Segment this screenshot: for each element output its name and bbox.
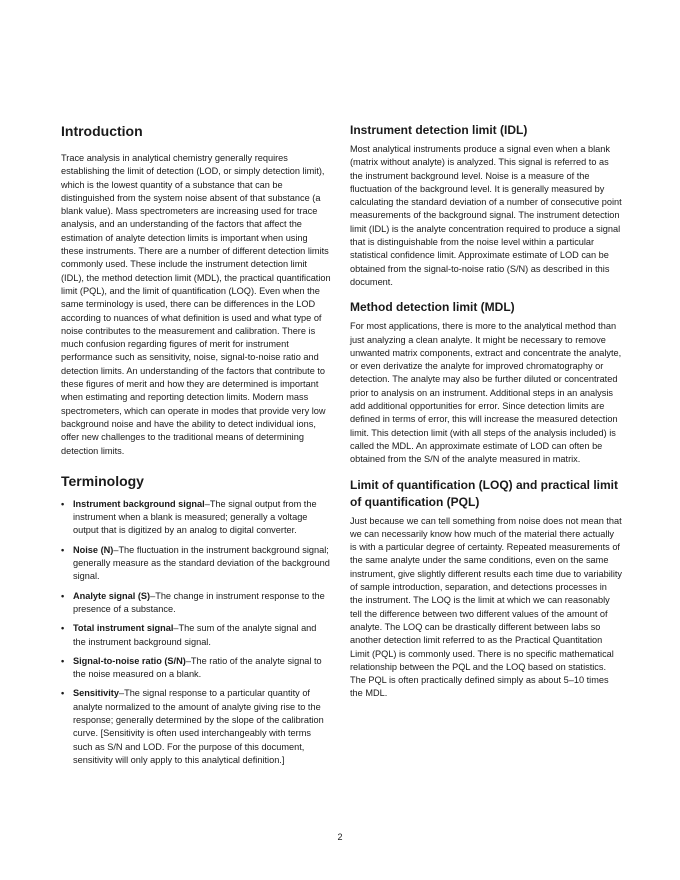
term-description: –The sum of the analyte signal and the instrument background signal. — [73, 623, 317, 647]
term-label: Analyte signal (S) — [73, 590, 151, 601]
term-description: –The fluctuation in the instrument background signal; generally measure as the standard deviation of the background signal. — [73, 544, 330, 582]
list-item: • Instrument background signal–The signal output from the instrument when a blank is measured; generally a voltage output that is digitized by an analog to digital converter. — [61, 498, 317, 536]
list-item: • Total instrument signal–The sum of the analyte signal and the instrument background signal. — [61, 623, 317, 647]
term-label: Instrument background signal — [73, 498, 205, 509]
mdl-heading: Method detection limit (MDL) — [350, 300, 515, 315]
page-number: 2 — [337, 832, 343, 842]
term-description: –The ratio of the analyte signal to the noise measured on a blank. — [73, 655, 322, 680]
list-item: • Noise (N)–The fluctuation in the instrument background signal; generally measure as the standard deviation of the background signal. — [61, 544, 330, 582]
loq-heading: Limit of quantification (LOQ) and practical limit of quantification (PQL) — [350, 477, 619, 509]
term-label: Noise (N) — [73, 544, 114, 555]
idl-paragraph: Most analytical instruments produce a signal even when a blank (matrix without analyte) is analyzed. This signal is referred to as the instrument background level. Noise is a measure of the fluctuation of the background level. It is generally measured by calculating the standard deviation of a number of consecutive point measurements of the background signal. The instrument detection limit (IDL) is the analyte concentration required to produce a signal that is distinguishable from the noise level within a particular statistical confidence limit. Approximate estimate of LOD can be obtained from the signal-to-noise ratio (S/N) as described in this document. — [350, 144, 622, 287]
list-item: • Sensitivity–The signal response to a particular quantity of analyte normalized to the amount of analyte giving rise to the response; generally determined by the slope of the calibration curve. [Sensitivity is often used interchangeably with terms such as S/N and LOD. For the purpose of this document, sensitivity will only apply to this analytical definition.] — [61, 688, 324, 765]
term-label: Sensitivity — [73, 688, 119, 699]
idl-heading: Instrument detection limit (IDL) — [350, 123, 528, 137]
mdl-paragraph: For most applications, there is more to the analytical method than just analyzing a clean analyte. It might be necessary to remove unwanted matrix components, extract and concentrate the analyte, or even derivatize the analyte for improved chromatography or detection. The analyte may also be further diluted or concentrated prior to analysis on an instrument. Additional steps in an analysis add additional opportunities for error. Since detection limits are defined in terms of error, this will increase the measured detection limit. This detection limit (with all steps of the analysis included) is called the MDL. An approximate estimate of LOD can often be obtained from the S/N of the analyte measured in matrix. — [350, 321, 622, 465]
term-label: Total instrument signal — [73, 623, 174, 634]
term-label: Signal-to-noise ratio (S/N) — [73, 655, 186, 666]
list-item: • Analyte signal (S)–The change in instrument response to the presence of a substance. — [61, 590, 325, 614]
introduction-heading: Introduction — [61, 123, 143, 139]
term-description: –The signal response to a particular quantity of analyte normalized to the amount of analyte giving rise to the response; generally determined by the slope of the calibration curve. [Sensitivity is often used interchangeably with terms such as S/N and LOD. For the purpose of this document, sensitivity will only apply to this analytical definition.] — [73, 688, 324, 765]
term-description: –The change in instrument response to the presence of a substance. — [73, 590, 325, 614]
left-column — [61, 122, 331, 773]
right-column — [350, 122, 622, 711]
term-description: –The signal output from the instrument when a blank is measured; generally a voltage output that is digitized by an analog to digital converter. — [73, 498, 317, 536]
loq-paragraph: Just because we can tell something from noise does not mean that we can necessarily know how much of the material there actually is with a particular degree of certainty. Repeated measurements of the same analyte under the same conditions, even on the same instrument, give slightly different results each time due to variability of sample introduction, separation, and detections processes in the instrument. The LOQ is the limit at which we can reasonably tell the difference between two different values of the amount of analyte. The LOQ can be drastically different between labs so another detection limit referred to as the Practical Quantitation Limit (PQL) is commonly used. There is no specific mathematical relationship between the PQL and the LOQ based on statistics. The PQL is often practically defined simply as about 5–10 times the MDL. — [350, 515, 623, 699]
introduction-paragraph: Trace analysis in analytical chemistry generally requires establishing the limit of detection (LOD, or simply detection limit), which is the lowest quantity of a substance that can be distinguished from the system noise absent of that substance (a blank value). Mass spectrometers are increasing used for trace analysis, and an understanding of the factors that affect the estimation of analyte detection limits is important when using these instruments. There are a number of different detection limits commonly used. These include the instrument detection limit (IDL), the method detection limit (MDL), the practical quantification limit (PQL), and the limit of quantification (LOQ). Even when the same terminology is used, there can be differences in the LOD according to nuances of what definition is used and what type of noise contributes to the measurement and calibration. There is much confusion regarding figures of merit for instrument performance such as sensitivity, noise, signal-to-noise ratio and detection limits. An understanding of the factors that contribute to these figures of merit and how they are determined is important when estimating and reporting detection limits. Modern mass spectrometers, which can operate in modes that provide very low background noise and have the ability to detect individual ions, offer new challenges to the traditional means of determining detection limits. — [61, 153, 331, 456]
terminology-heading: Terminology — [61, 472, 144, 489]
list-item: • Signal-to-noise ratio (S/N)–The ratio of the analyte signal to the noise measured on a blank. — [61, 655, 322, 680]
terminology-list — [61, 498, 331, 767]
